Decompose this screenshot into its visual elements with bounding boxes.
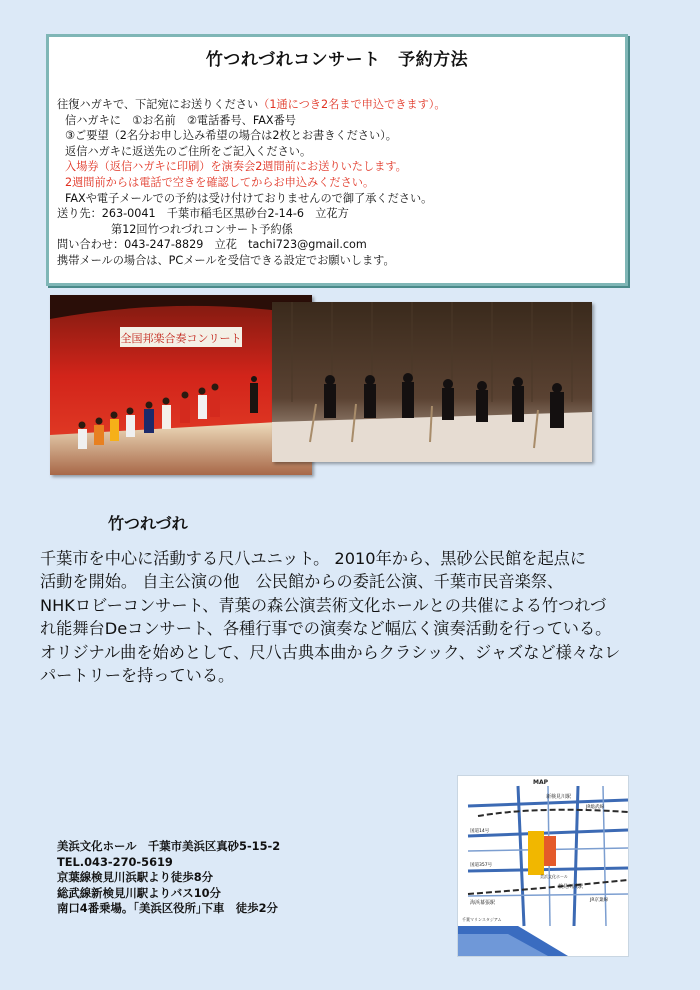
svg-text:国道14号: 国道14号 xyxy=(470,829,490,834)
reservation-line-1: 往復ハガキで、下記宛にお送りください（1通につき2名まで申込できます）。 xyxy=(57,98,446,111)
svg-text:JR京葉線: JR京葉線 xyxy=(590,898,608,903)
svg-text:検見川浜駅: 検見川浜駅 xyxy=(558,884,584,890)
stage-banner: 全国邦楽合奏コンリート xyxy=(120,332,242,345)
venue-address: 美浜文化ホール 千葉市美浜区真砂5-15-2 xyxy=(57,839,281,853)
svg-text:新検見川駅: 新検見川駅 xyxy=(546,794,572,800)
reservation-line-3: ③ご要望（2名分お申し込み希望の場合は2枚とお書きください）。 xyxy=(65,129,397,143)
venue-map xyxy=(457,775,629,957)
description-line: パートリーを持っている。 xyxy=(40,666,235,686)
description-line: れ能舞台Deコンサート、各種行事での演奏など幅広く演奏活動を行っている。 xyxy=(40,619,612,639)
svg-text:JR総武線: JR総武線 xyxy=(586,805,604,810)
mobile-mail-note: 携帯メールの場合は、PCメールを受信できる設定でお願いします。 xyxy=(57,253,395,267)
access-bus-stop: 南口4番乗場。｢美浜区役所｣下車 徒歩2分 xyxy=(57,901,278,915)
reservation-line-7: FAXや電子メールでの予約は受け付けておりませんので御了承ください。 xyxy=(65,191,433,205)
reservation-line-6: 2週間前からは電話で空きを確認してからお申込みください。 xyxy=(65,175,375,189)
venue-marker: 美浜文化ホール xyxy=(540,874,568,879)
venue-access xyxy=(57,839,280,917)
mailing-address: 送り先：263-0041 千葉市稲毛区黒砂台2-14-6 立花方 xyxy=(57,207,349,221)
svg-text:千葉マリンスタジアム: 千葉マリンスタジアム xyxy=(462,917,502,922)
venue-phone: TEL.043-270-5619 xyxy=(57,854,173,869)
access-sobu-line: 総武線新検見川駅よりバス10分 xyxy=(57,885,221,900)
description-line: オリジナル曲を始めとして、尺八古典本曲からクラシック、ジャズなど様々なレ xyxy=(40,642,621,662)
reservation-line-5: 入場券（返信ハガキに印刷）を演奏会2週間前にお送りいたします。 xyxy=(65,160,407,174)
map-title: MAP xyxy=(533,779,549,786)
description-line: NHKロビーコンサート、青葉の森公演芸術文化ホールとの共催による竹つれづ xyxy=(40,595,607,615)
reservation-lines xyxy=(57,97,446,269)
description-line: 活動を開始。 自主公演の他 公民館からの委託公演、千葉市民音楽祭、 xyxy=(40,572,564,592)
svg-text:海浜幕張駅: 海浜幕張駅 xyxy=(470,900,496,906)
reservation-box xyxy=(46,34,628,286)
access-keiyo-line: 京葉線検見川浜駅より徒歩8分 xyxy=(57,870,214,884)
application-limit-note: （1通につき2名まで申込できます）。 xyxy=(258,98,446,111)
reservation-line-2: 信ハガキに ①お名前 ②電話番号、FAX番号 xyxy=(65,113,296,127)
reservation-title: 竹つれづれコンサート 予約方法 xyxy=(205,50,469,70)
reservation-line-4: 返信ハガキに返送先のご住所をご記入ください。 xyxy=(65,144,312,158)
group-description xyxy=(40,547,670,687)
contact-info: 問い合わせ：043-247-8829 立花 tachi723@gmail.com xyxy=(57,238,367,252)
group-name: 竹つれづれ xyxy=(108,514,188,533)
svg-text:国道357号: 国道357号 xyxy=(470,863,493,868)
description-line: 千葉市を中心に活動する尺八ユニット。 2010年から、黒砂公民館を起点に xyxy=(40,549,587,568)
concert-photo-hall xyxy=(272,302,592,462)
mailing-recipient: 第12回竹つれづれコンサート予約係 xyxy=(111,222,293,236)
